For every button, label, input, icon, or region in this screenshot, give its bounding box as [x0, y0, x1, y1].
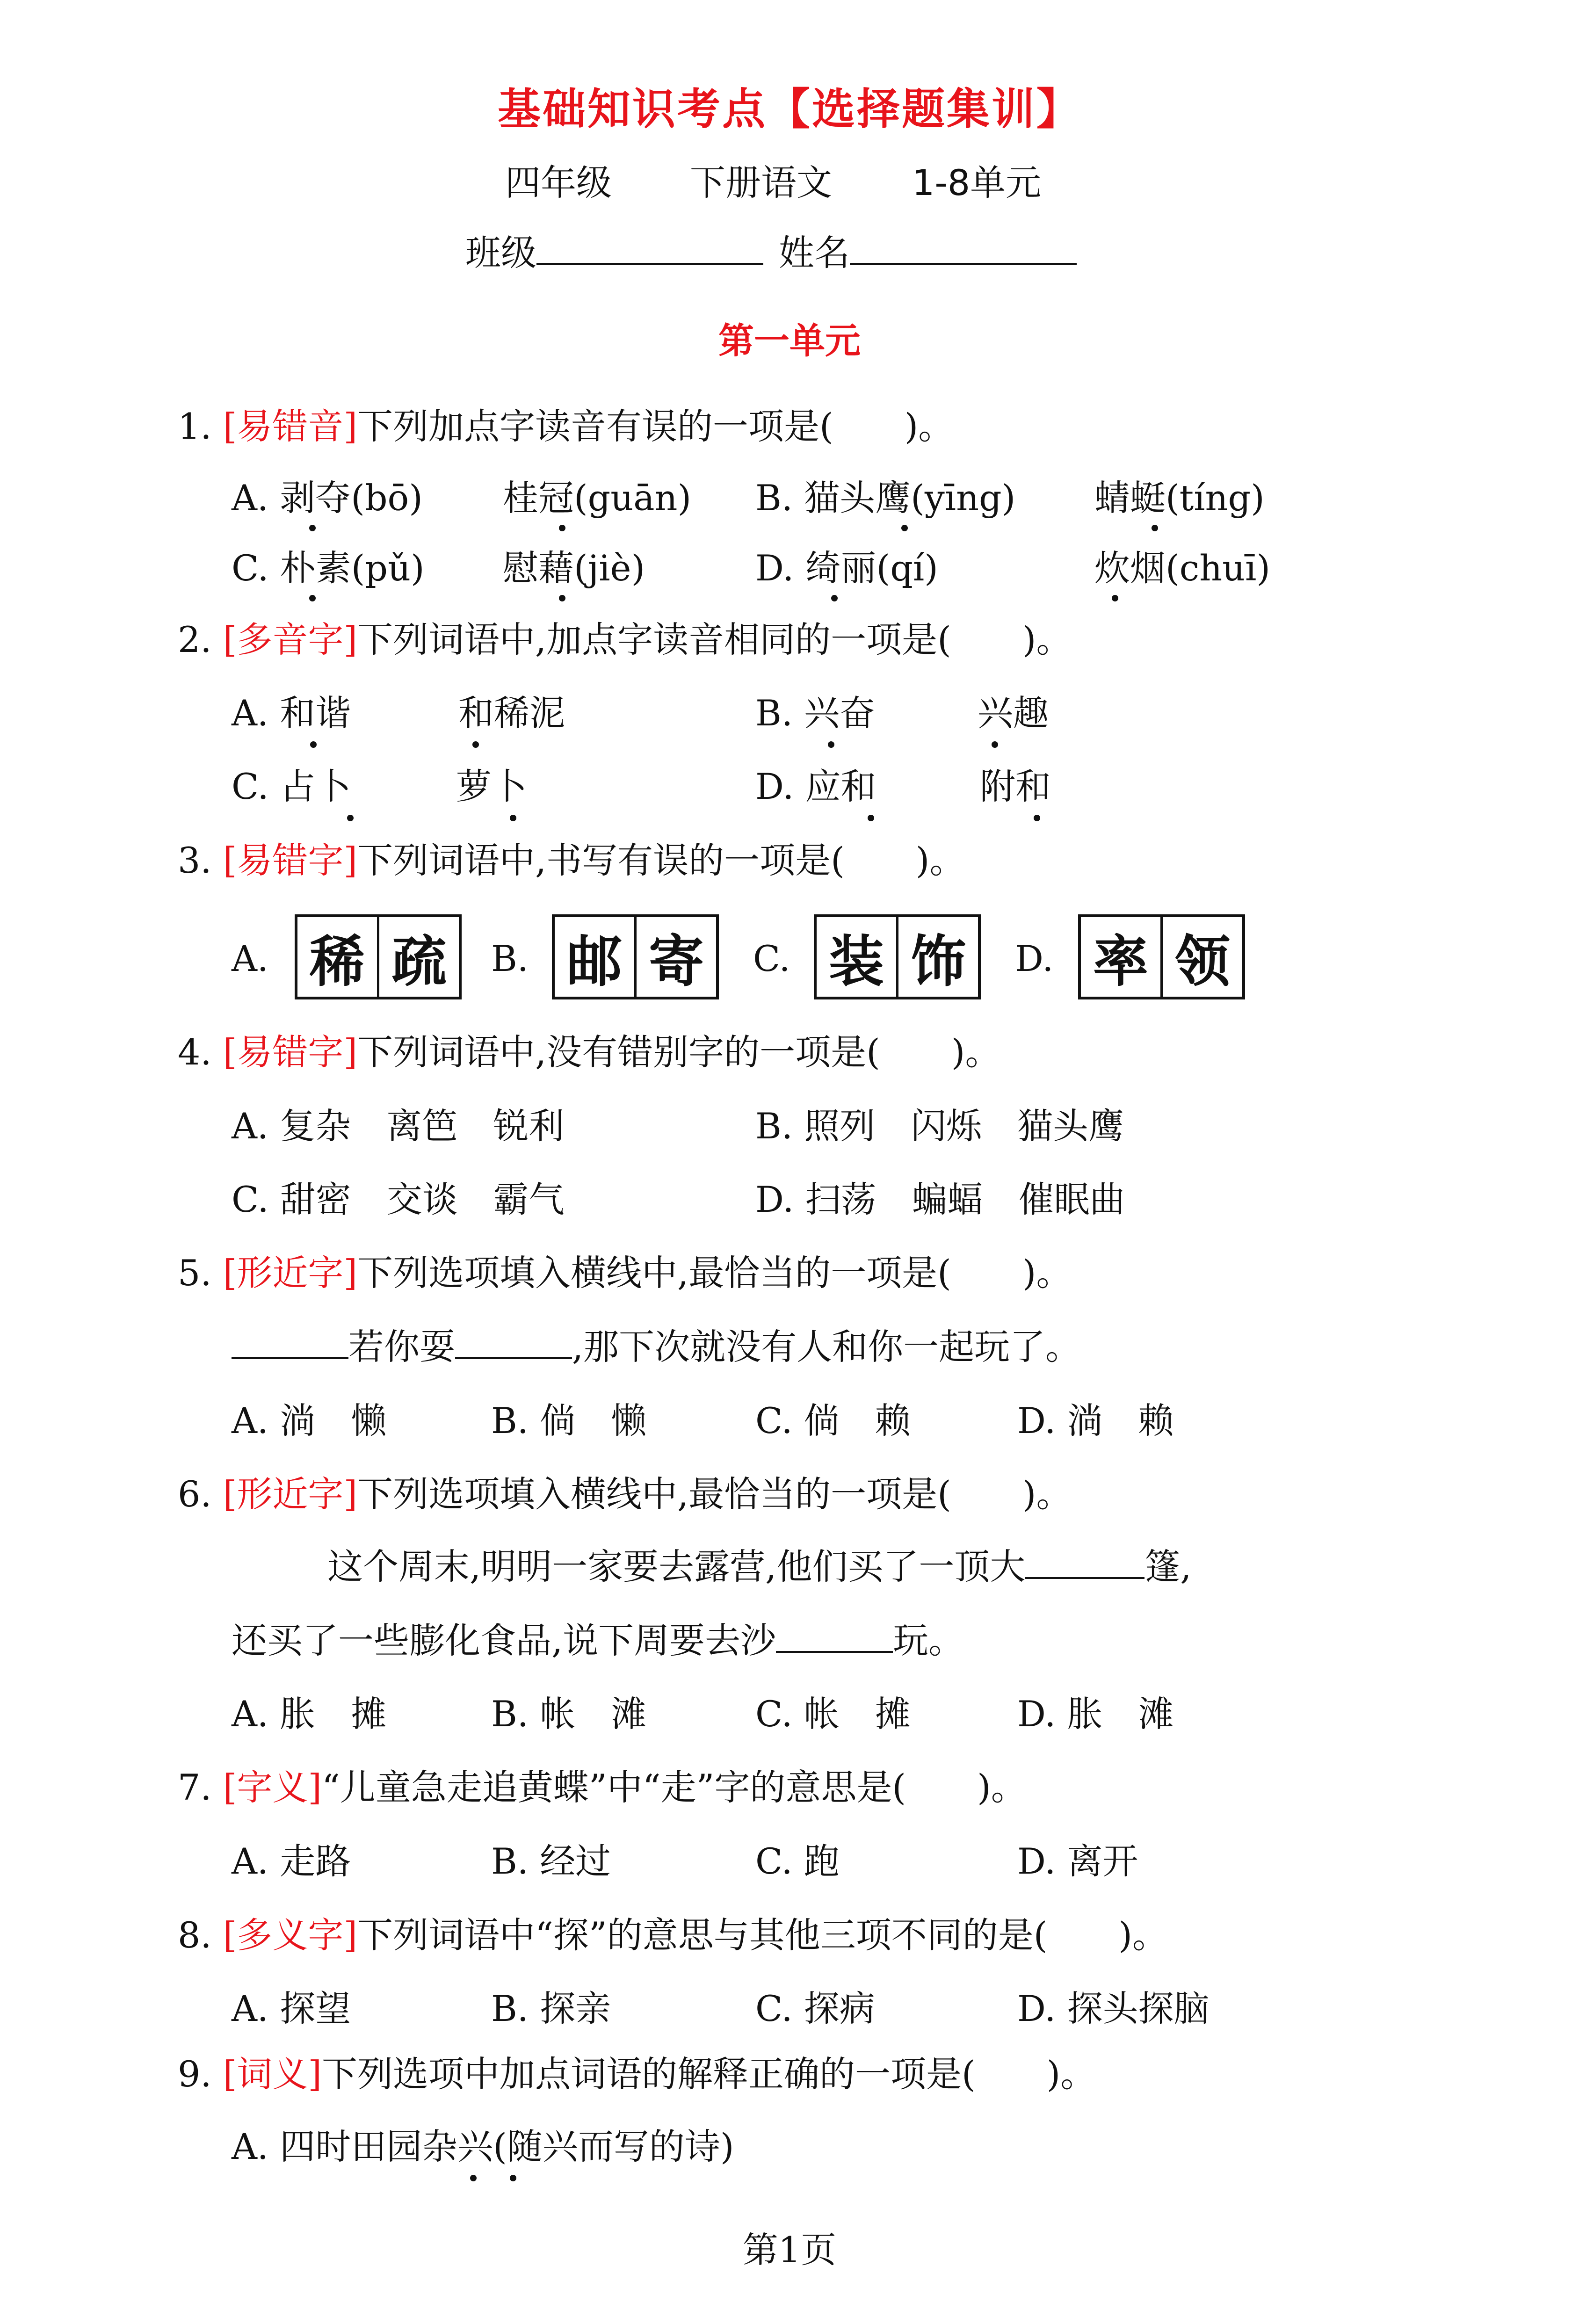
- q4-option-c[interactable]: [232, 1176, 565, 1223]
- emphasis-dot: [831, 595, 838, 601]
- fill-blank[interactable]: [232, 1329, 348, 1359]
- emphasis-dot: [1034, 815, 1040, 821]
- class-blank[interactable]: [536, 230, 763, 265]
- emphasis-dot: [559, 595, 565, 601]
- question-stem: 下列加点字读音有误的一项是( )。: [357, 405, 954, 447]
- q4-option-d[interactable]: [755, 1176, 1125, 1223]
- fill-blank[interactable]: [1025, 1549, 1144, 1579]
- sentence-part: 这个周末,明明一家要去露营,他们买了一顶大: [327, 1546, 1026, 1587]
- q5-sentence: [232, 1324, 1081, 1370]
- q2-option-d[interactable]: [755, 763, 876, 810]
- q3-option-a-letter: A.: [232, 938, 269, 979]
- option-letter: A.: [232, 1400, 269, 1441]
- option-text: 淌 懒: [280, 1400, 387, 1441]
- emphasis-dot: [510, 2175, 516, 2181]
- q3-option-a-box[interactable]: [295, 914, 462, 999]
- q6-option-d[interactable]: [1017, 1691, 1174, 1738]
- question-1: [178, 403, 954, 450]
- option-word: 猫头鹰(yīng): [804, 477, 1016, 519]
- q9-option-a[interactable]: [232, 2123, 734, 2170]
- unit-heading: 第一单元: [718, 320, 861, 362]
- q7-option-b[interactable]: [491, 1838, 611, 1885]
- option-letter: B.: [755, 1105, 793, 1147]
- option-letter: D.: [1017, 1840, 1056, 1882]
- option-text: 跑: [804, 1840, 840, 1882]
- grade-label: 四年级: [505, 162, 612, 203]
- question-tag: [易错字]: [223, 840, 357, 881]
- q2-option-c[interactable]: [232, 763, 351, 810]
- name-blank[interactable]: [850, 230, 1077, 265]
- q1-option-a-word2: 桂冠(guān): [503, 477, 692, 519]
- question-3: [178, 837, 965, 884]
- option-letter: C.: [755, 1693, 793, 1735]
- char-cell: 饰: [896, 917, 978, 997]
- option-letter: C.: [755, 1400, 793, 1441]
- option-text: 甜密 交谈 霸气: [280, 1179, 565, 1220]
- question-stem: 下列词语中,书写有误的一项是( )。: [357, 840, 965, 881]
- option-text: 帐 摊: [804, 1693, 911, 1735]
- option-letter: D.: [755, 766, 794, 807]
- char-cell: 邮: [566, 929, 622, 994]
- q5-option-c[interactable]: [755, 1397, 911, 1444]
- q7-option-c[interactable]: [755, 1838, 840, 1885]
- emphasis-dot: [310, 741, 317, 748]
- emphasis-dot: [309, 525, 316, 531]
- q1-option-d-word2: 炊烟(chuī): [1094, 547, 1271, 589]
- option-letter: A.: [232, 1105, 269, 1147]
- q8-option-a[interactable]: [232, 1985, 351, 2032]
- option-letter: D.: [755, 1179, 794, 1220]
- option-word: 占卜: [280, 766, 351, 807]
- option-word: 绮丽(qí): [805, 547, 938, 589]
- page-number: 第1页: [742, 2229, 837, 2271]
- q2-option-b[interactable]: [755, 690, 875, 737]
- book-label: 下册语文: [690, 162, 832, 203]
- emphasis-dot: [901, 525, 908, 531]
- question-stem: 下列词语中,没有错别字的一项是( )。: [357, 1031, 1001, 1073]
- q1-option-b[interactable]: [755, 475, 1015, 521]
- char-cell: 领: [1160, 917, 1242, 997]
- emphasis-dot: [828, 741, 834, 748]
- q5-option-b[interactable]: [491, 1397, 646, 1444]
- option-letter: A.: [232, 1840, 269, 1882]
- name-field[interactable]: [779, 224, 1077, 275]
- option-text: 探望: [280, 1988, 351, 2029]
- q1-option-b-word2: 蜻蜓(tíng): [1094, 477, 1265, 519]
- q2-option-b-word2: 兴趣: [978, 692, 1049, 734]
- question-9: [178, 2051, 1096, 2098]
- sentence-part: 玩。: [893, 1620, 964, 1661]
- question-8: [178, 1912, 1168, 1959]
- q6-option-b[interactable]: [491, 1691, 646, 1738]
- char-cell: 装: [828, 929, 884, 994]
- option-letter: D.: [755, 547, 794, 589]
- option-text: 探头探脑: [1067, 1988, 1210, 2029]
- sentence-part: 还买了一些膨化食品,说下周要去沙: [232, 1620, 776, 1661]
- option-letter: A.: [232, 692, 269, 734]
- option-letter: C.: [232, 766, 269, 807]
- q8-option-d[interactable]: [1017, 1985, 1210, 2032]
- option-letter: C.: [755, 1988, 793, 2029]
- q8-option-b[interactable]: [491, 1985, 611, 2032]
- q6-option-c[interactable]: [755, 1691, 911, 1738]
- option-letter: D.: [1017, 1693, 1056, 1735]
- option-text: 倘 赖: [804, 1400, 911, 1441]
- option-text: 淌 赖: [1067, 1400, 1174, 1441]
- emphasis-dot: [1112, 595, 1118, 601]
- q3-option-b-box[interactable]: [552, 914, 719, 999]
- char-cell: 疏: [377, 917, 459, 997]
- q2-option-c-word2: 萝卜: [456, 766, 527, 807]
- q7-option-a[interactable]: [232, 1838, 351, 1885]
- class-field[interactable]: [465, 224, 763, 275]
- question-number: 9.: [178, 2053, 212, 2095]
- q6-sentence-line1: [327, 1543, 1192, 1590]
- emphasis-dot: [868, 815, 874, 821]
- char-cell: 稀: [309, 929, 365, 994]
- q1-option-d[interactable]: [755, 545, 938, 592]
- q2-option-a-word2: 和稀泥: [458, 692, 565, 734]
- option-text: 胀 滩: [1067, 1693, 1174, 1735]
- emphasis-dot: [510, 815, 516, 821]
- option-letter: B.: [755, 692, 793, 734]
- q6-option-a[interactable]: [232, 1691, 386, 1738]
- option-letter: B.: [491, 1693, 529, 1735]
- fill-blank[interactable]: [455, 1329, 572, 1359]
- question-number: 5.: [178, 1252, 212, 1294]
- q3-option-b-letter: B.: [491, 938, 529, 979]
- class-label: 班级: [465, 232, 536, 274]
- option-text: 胀 摊: [280, 1693, 387, 1735]
- option-text: 经过: [540, 1840, 611, 1882]
- page-title: 基础知识考点【选择题集训】: [497, 84, 1081, 134]
- question-stem: 下列词语中,加点字读音相同的一项是( )。: [357, 619, 1072, 660]
- question-6: [178, 1471, 1072, 1518]
- q1-option-a[interactable]: [232, 475, 423, 521]
- question-number: 8.: [178, 1914, 212, 1956]
- option-letter: C.: [232, 1179, 269, 1220]
- question-tag: [多义字]: [223, 1914, 357, 1956]
- option-letter: B.: [491, 1840, 529, 1882]
- q8-option-c[interactable]: [755, 1985, 875, 2032]
- option-word: 剥夺(bō): [280, 477, 423, 519]
- question-tag: [形近字]: [223, 1252, 357, 1294]
- emphasis-dot: [309, 595, 316, 601]
- option-letter: A.: [232, 2126, 269, 2167]
- option-text: 复杂 离笆 锐利: [280, 1105, 565, 1147]
- option-text: 帐 滩: [540, 1693, 647, 1735]
- q6-sentence-line2: [232, 1617, 964, 1664]
- option-text: 探病: [804, 1988, 875, 2029]
- question-7: [178, 1764, 1027, 1811]
- char-cell: 率: [1093, 929, 1148, 994]
- question-tag: [词义]: [223, 2053, 322, 2095]
- emphasis-dot: [347, 815, 354, 821]
- sentence-part: 若你耍: [348, 1326, 455, 1368]
- q1-option-c[interactable]: [232, 545, 425, 592]
- char-cell: 寄: [634, 917, 716, 997]
- question-tag: [易错字]: [223, 1031, 357, 1073]
- question-number: 7.: [178, 1767, 212, 1808]
- question-tag: [字义]: [223, 1767, 322, 1808]
- question-tag: [形近字]: [223, 1473, 357, 1515]
- option-text: 照列 闪烁 猫头鹰: [804, 1105, 1124, 1147]
- question-2: [178, 616, 1072, 663]
- option-word: 朴素(pǔ): [280, 547, 425, 589]
- q3-option-d-box[interactable]: [1078, 914, 1245, 999]
- q2-option-d-word2: 附和: [980, 766, 1051, 807]
- emphasis-dot: [470, 2175, 477, 2181]
- option-letter: B.: [755, 477, 793, 519]
- option-letter: B.: [491, 1400, 529, 1441]
- option-text: 走路: [280, 1840, 351, 1882]
- question-number: 6.: [178, 1473, 212, 1515]
- q7-option-d[interactable]: [1017, 1838, 1138, 1885]
- q5-option-a[interactable]: [232, 1397, 386, 1444]
- option-text: 扫荡 蝙蝠 催眠曲: [805, 1179, 1125, 1220]
- emphasis-dot: [992, 741, 998, 748]
- q3-option-c-letter: C.: [753, 938, 790, 979]
- question-stem: “儿童急走追黄蝶”中“走”字的意思是( )。: [322, 1767, 1027, 1808]
- question-stem: 下列词语中“探”的意思与其他三项不同的是( )。: [357, 1914, 1168, 1956]
- question-number: 1.: [178, 405, 212, 447]
- sentence-part: ,那下次就没有人和你一起玩了。: [572, 1326, 1081, 1368]
- question-tag: [易错音]: [223, 405, 357, 447]
- option-text: 探亲: [540, 1988, 611, 2029]
- question-5: [178, 1250, 1072, 1296]
- question-stem: 下列选项填入横线中,最恰当的一项是( )。: [357, 1473, 1072, 1515]
- q1-option-c-word2: 慰藉(jiè): [503, 547, 645, 589]
- q3-option-d-letter: D.: [1015, 938, 1054, 979]
- option-letter: C.: [232, 547, 269, 589]
- option-word: 和谐: [280, 692, 351, 734]
- name-label: 姓名: [779, 232, 850, 274]
- option-letter: C.: [755, 1840, 793, 1882]
- units-label: 1-8单元: [912, 162, 1042, 203]
- q4-option-b[interactable]: [755, 1103, 1124, 1150]
- question-number: 3.: [178, 840, 212, 881]
- option-letter: A.: [232, 477, 269, 519]
- fill-blank[interactable]: [776, 1623, 893, 1653]
- option-text: 倘 懒: [540, 1400, 647, 1441]
- question-stem: 下列选项中加点词语的解释正确的一项是( )。: [322, 2053, 1096, 2095]
- option-letter: A.: [232, 1988, 269, 2029]
- q4-option-a[interactable]: [232, 1103, 564, 1150]
- question-tag: [多音字]: [223, 619, 357, 660]
- question-4: [178, 1029, 1000, 1076]
- sentence-part: 篷,: [1144, 1546, 1192, 1587]
- question-number: 4.: [178, 1031, 212, 1073]
- q5-option-d[interactable]: [1017, 1397, 1174, 1444]
- question-stem: 下列选项填入横线中,最恰当的一项是( )。: [357, 1252, 1072, 1294]
- option-letter: A.: [232, 1693, 269, 1735]
- option-letter: D.: [1017, 1400, 1056, 1441]
- q2-option-a[interactable]: [232, 690, 351, 737]
- option-word: 兴奋: [804, 692, 876, 734]
- option-text: 离开: [1067, 1840, 1138, 1882]
- option-letter: B.: [491, 1988, 529, 2029]
- option-text: 四时田园杂兴(随兴而写的诗): [280, 2126, 734, 2167]
- emphasis-dot: [1152, 525, 1158, 531]
- option-letter: D.: [1017, 1988, 1056, 2029]
- emphasis-dot: [472, 741, 479, 748]
- option-word: 应和: [805, 766, 876, 807]
- emphasis-dot: [559, 525, 565, 531]
- question-number: 2.: [178, 619, 212, 660]
- q3-option-c-box[interactable]: [814, 914, 981, 999]
